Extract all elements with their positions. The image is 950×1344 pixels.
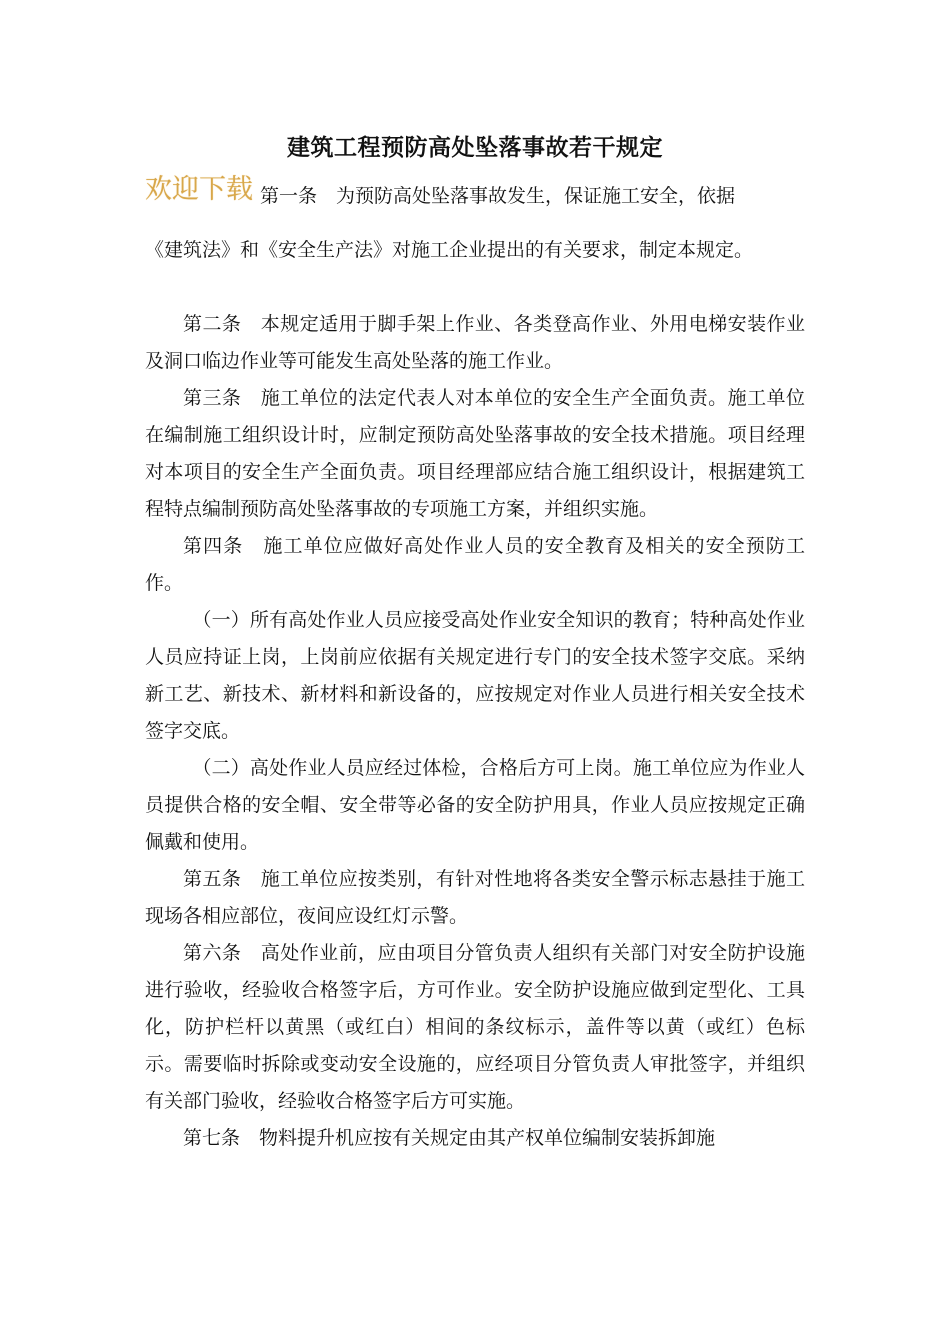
article-1-continuation: 《建筑法》和《安全生产法》对施工企业提出的有关要求，制定本规定。 xyxy=(145,239,754,261)
document-body xyxy=(145,306,805,1157)
article-4: 第四条 施工单位应做好高处作业人员的安全教育及相关的安全预防工作。 xyxy=(145,535,805,594)
article-4-item-2: （二）高处作业人员应经过体检，合格后方可上岗。施工单位应为作业人员提供合格的安全帽、安全带等必备的安全防护用具，作业人员应按规定正确佩戴和使用。 xyxy=(145,757,805,853)
article-4-item-1: （一）所有高处作业人员应接受高处作业安全知识的教育；特种高处作业人员应持证上岗，上岗前应依据有关规定进行专门的安全技术签字交底。采纳新工艺、新技术、新材料和新设备的，应按规定对作业人员进行相关安全技术签字交底。 xyxy=(145,609,805,742)
watermark-stamp: 欢迎下载 xyxy=(145,174,253,205)
article-6: 第六条 高处作业前，应由项目分管负责人组织有关部门对安全防护设施进行验收，经验收合格签字后，方可作业。安全防护设施应做到定型化、工具化，防护栏杆以黄黑（或红白）相间的条纹标示，盖件等以黄（或红）色标示。需要临时拆除或变动安全设施的，应经项目分管负责人审批签字，并组织有关部门验收，经验收合格签字后方可实施。 xyxy=(145,942,805,1112)
article-1 xyxy=(145,178,805,269)
article-1-first-line: 第一条 为预防高处坠落事故发生，保证施工安全，依据 xyxy=(260,185,736,207)
document-title: 建筑工程预防高处坠落事故若干规定 xyxy=(287,134,663,161)
article-5: 第五条 施工单位应按类别，有针对性地将各类安全警示标志悬挂于施工现场各相应部位，夜间应设红灯示警。 xyxy=(145,868,805,927)
article-3: 第三条 施工单位的法定代表人对本单位的安全生产全面负责。施工单位在编制施工组织设计时，应制定预防高处坠落事故的安全技术措施。项目经理对本项目的安全生产全面负责。项目经理部应结合施工组织设计，根据建筑工程特点编制预防高处坠落事故的专项施工方案，并组织实施。 xyxy=(145,387,805,520)
article-2: 第二条 本规定适用于脚手架上作业、各类登高作业、外用电梯安装作业及洞口临边作业等可能发生高处坠落的施工作业。 xyxy=(145,313,805,372)
article-7: 第七条 物料提升机应按有关规定由其产权单位编制安装拆卸施 xyxy=(183,1127,716,1149)
